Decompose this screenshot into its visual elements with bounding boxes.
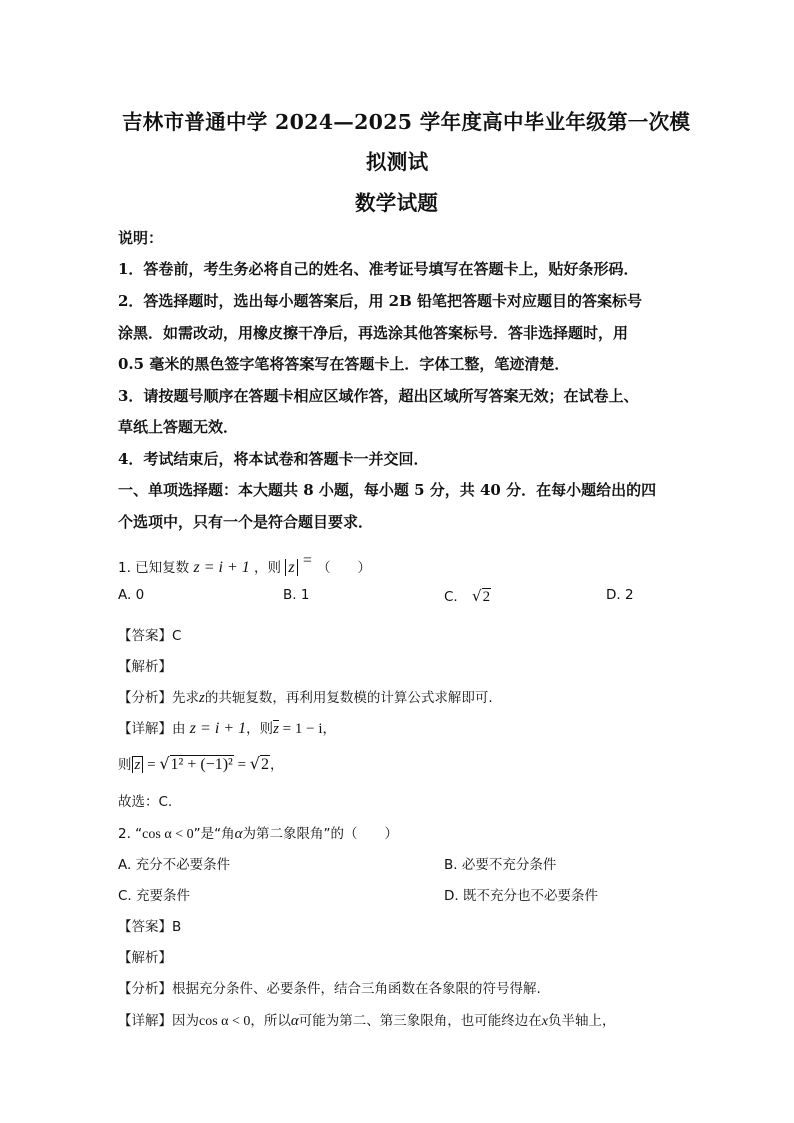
q2-option-d: D. 既不充分也不必要条件 [444,888,598,904]
calc-radicand: 1² + (−1)² [170,756,233,773]
q1-option-c-value: 2 [482,589,491,605]
fenxi-var: z [199,690,205,706]
q2-text: 为第二象限角”的（ ） [242,826,398,842]
answer-tag: 【答案】 [118,919,172,935]
instruction-line: 草纸上答题无效． [118,418,239,436]
answer-tag: 【答案】 [118,628,172,644]
q2-analysis-tag: 【解析】 [118,950,172,966]
q1-option-c-label: C. [444,589,458,605]
instruction-line: 3．请按题号顺序在答题卡相应区域作答，超出区域所写答案无效；在试卷上、 [118,387,639,405]
q1-calculation [118,753,283,774]
q1-stem [118,552,371,577]
title-line-1: 吉林市普通中学 2024—2025 学年度高中毕业年级第一次模 [122,110,691,134]
xiangjie-text: 负半轴上， [548,1013,616,1029]
q1-mid: ，则 [254,560,282,576]
xiangjie-text: ，所以 [250,1013,291,1029]
fenxi-tag: 【分析】 [118,690,172,706]
q1-prefix: 1. 已知复数 [118,560,190,576]
q1-analysis-tag: 【解析】 [118,659,172,675]
xiangjie-text: 由 [172,721,186,737]
q2-option-a: A. 充分不必要条件 [118,857,231,873]
q1-option-b: B. 1 [283,587,310,603]
sqrt-symbol: √2 [249,754,269,773]
xiangjie-tag: 【详解】 [118,721,172,737]
q2-stem [118,822,398,843]
fenxi-text: 的共轭复数，再利用复数模的计算公式求解即可. [204,690,493,706]
xiangjie-tag: 【详解】 [118,1013,172,1029]
calc-result: 2 [260,756,269,773]
q1-conclusion: 故选：C. [118,794,173,810]
xiangjie-text: ， [322,721,336,737]
sqrt-symbol: √1² + (−1)² [159,754,233,773]
title-line-2: 拟测试 [366,150,429,174]
q2-option-c: C. 充要条件 [118,888,191,904]
q1-abs-z: z [285,559,297,576]
fenxi-tag: 【分析】 [118,981,172,997]
instructions-heading: 说明： [118,229,164,247]
q1-option-d: D. 2 [606,587,634,603]
sqrt-symbol: √2 [472,587,491,605]
q2-option-b: B. 必要不充分条件 [444,857,557,873]
calc-eq: = [143,757,160,773]
q2-alpha: α [234,826,243,842]
instruction-line: 0.5 毫米的黑色签字笔将答案写在答题卡上．字体工整，笔迹清楚． [118,355,570,373]
q2-text: ”是“角 [193,826,235,842]
xiangjie-expr: z = i + 1 [189,720,247,737]
xiangjie-x: x [541,1014,548,1029]
instruction-line: 1．答卷前，考生务必将自己的姓名、准考证号填写在答题卡上，贴好条形码． [118,260,639,278]
q1-fenxi [118,686,493,707]
q2-xiangjie [118,1009,616,1030]
answer-value: C [172,628,182,644]
instruction-line: 2．答选择题时，选出每小题答案后，用 2B 铅笔把答题卡对应题目的答案标号 [118,292,642,310]
q2-fenxi [118,977,541,997]
q2-text: 2. “ [118,826,143,842]
section-header-line-2: 个选项中，只有一个是符合题目要求． [118,513,374,531]
answer-value: B [172,919,182,935]
q1-answer [118,624,181,644]
instruction-line: 4．考试结束后，将本试卷和答题卡一并交回． [118,450,429,468]
fenxi-text: 根据充分条件、必要条件，结合三角函数在各象限的符号得解. [172,981,541,997]
conjugate-z: z [273,721,279,737]
calc-abs-conj-z: z [132,756,144,773]
calc-text: 则 [118,757,132,773]
xiangjie-alpha: α [290,1013,299,1029]
q2-answer [118,915,181,935]
q2-expression: cos α < 0 [142,827,194,842]
q1-xiangjie [118,717,336,738]
calc-eq: = [233,757,250,773]
q1-equals: = [301,552,313,569]
subtitle: 数学试题 [355,191,439,215]
q1-option-c [444,587,491,606]
q1-option-a: A. 0 [118,587,145,603]
xiangjie-expr: = 1 − i [278,721,323,737]
section-header-line-1: 一、单项选择题：本大题共 8 小题，每小题 5 分，共 40 分．在每小题给出的四 [118,481,657,499]
xiangjie-text: ，则 [246,721,274,737]
xiangjie-text: 可能为第二、第三象限角，也可能终边在 [298,1013,542,1029]
xiangjie-text: 因为 [172,1013,199,1029]
calc-text: ， [269,757,284,773]
xiangjie-expr: cos α < 0 [199,1014,251,1029]
q1-expression: z = i + 1 [193,559,250,576]
fenxi-text: 先求 [172,690,199,706]
instruction-line: 涂黑．如需改动，用橡皮擦干净后，再选涂其他答案标号．答非选择题时，用 [118,324,629,342]
q1-blank: （ ） [316,560,371,576]
